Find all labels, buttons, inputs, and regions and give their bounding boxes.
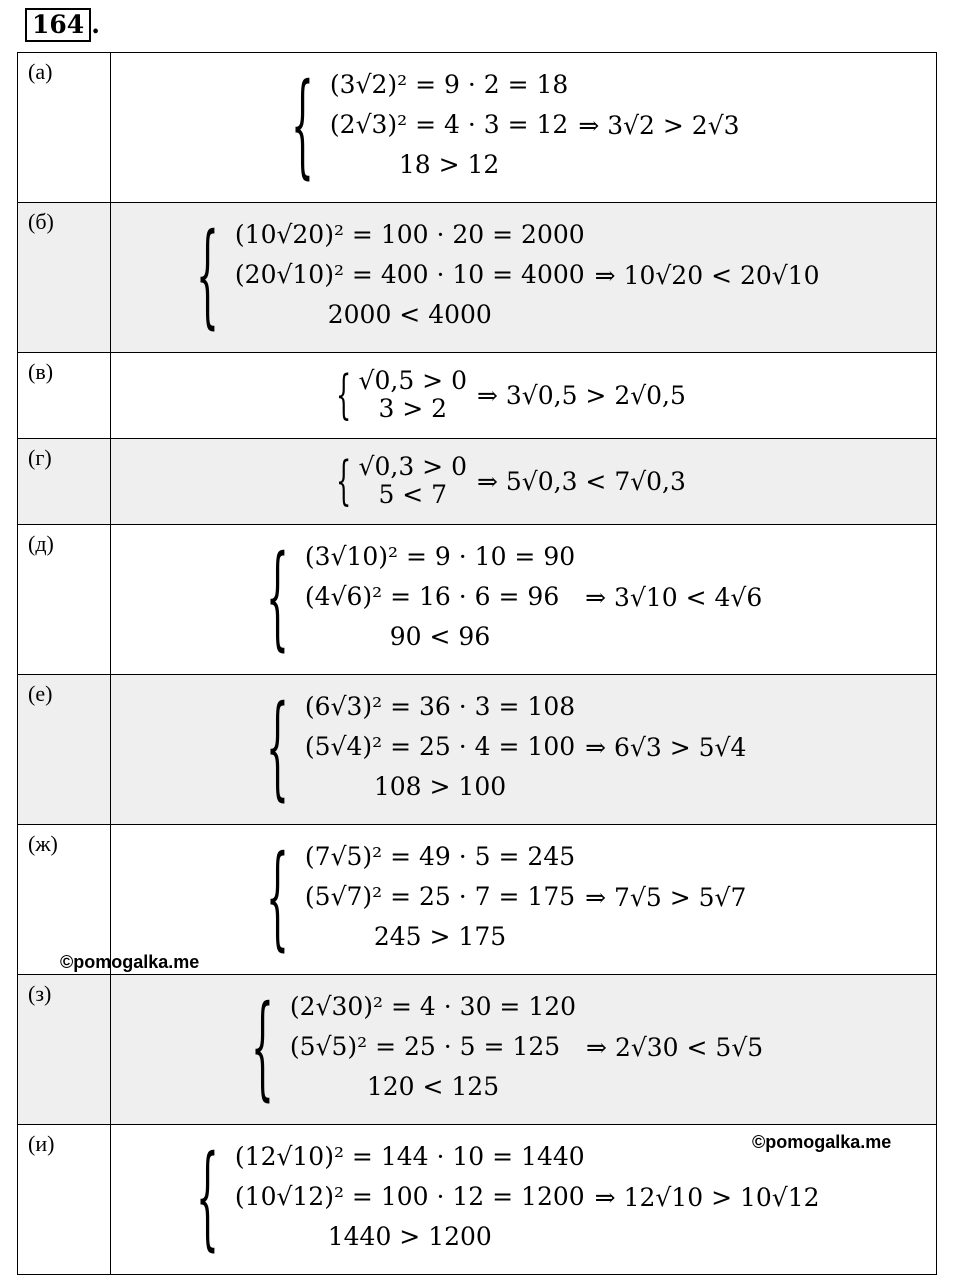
equation-line: (6√3)² = 36 · 3 = 108 <box>304 692 576 721</box>
solution-table <box>17 52 937 1275</box>
equation-line: (12√10)² = 144 · 10 = 1440 <box>234 1142 585 1171</box>
row-label: (д) <box>18 525 111 675</box>
conclusion: ⇒ 2√30 < 5√5 <box>586 1032 764 1062</box>
problem-number-box: 164 <box>25 8 91 42</box>
equation-line: √0,5 > 0 <box>358 366 467 395</box>
row-g <box>18 439 937 525</box>
equation-line: (7√5)² = 49 · 5 = 245 <box>304 842 576 871</box>
row-v <box>18 353 937 439</box>
conclusion: ⇒ 3√2 > 2√3 <box>578 110 740 140</box>
row-label: (ж) <box>18 825 111 975</box>
left-brace-icon: { <box>251 981 274 1112</box>
problem-number <box>25 7 100 43</box>
math-cell <box>111 975 937 1125</box>
math-cell <box>111 353 937 439</box>
conclusion: ⇒ 7√5 > 5√7 <box>585 882 747 912</box>
conclusion: ⇒ 5√0,3 < 7√0,3 <box>476 466 686 496</box>
row-e <box>18 675 937 825</box>
equation-line: (5√4)² = 25 · 4 = 100 <box>304 732 576 761</box>
math-cell <box>111 675 937 825</box>
comparison-line: 2000 < 4000 <box>327 300 492 329</box>
equation-system <box>196 1131 820 1262</box>
conclusion: ⇒ 10√20 < 20√10 <box>594 260 820 290</box>
comparison-line: 5 < 7 <box>378 480 448 509</box>
equation-system <box>336 364 686 426</box>
math-cell <box>111 53 937 203</box>
comparison-line: 1440 > 1200 <box>327 1222 492 1251</box>
comparison-line: 18 > 12 <box>398 150 500 179</box>
comparison-line: 90 < 96 <box>389 622 491 651</box>
equation-system <box>251 981 764 1112</box>
row-label: (в) <box>18 353 111 439</box>
left-brace-icon: { <box>266 531 289 662</box>
equation-system <box>336 450 686 512</box>
equation-line: (3√10)² = 9 · 10 = 90 <box>304 542 576 571</box>
conclusion: ⇒ 12√10 > 10√12 <box>594 1182 820 1212</box>
row-label: (и) <box>18 1125 111 1275</box>
left-brace-icon: { <box>266 831 289 962</box>
equation-line: (10√20)² = 100 · 20 = 2000 <box>234 220 585 249</box>
left-brace-icon: { <box>196 1131 219 1262</box>
left-brace-icon: { <box>291 59 314 190</box>
row-z <box>18 975 937 1125</box>
math-cell <box>111 825 937 975</box>
left-brace-icon: { <box>336 364 352 426</box>
row-a <box>18 53 937 203</box>
equation-line: (20√10)² = 400 · 10 = 4000 <box>234 260 585 289</box>
conclusion: ⇒ 6√3 > 5√4 <box>585 732 747 762</box>
row-b <box>18 203 937 353</box>
equation-line: (5√5)² = 25 · 5 = 125 <box>289 1032 561 1061</box>
equation-line: (5√7)² = 25 · 7 = 175 <box>304 882 576 911</box>
equation-line: (2√30)² = 4 · 30 = 120 <box>289 992 577 1021</box>
left-brace-icon: { <box>196 209 219 340</box>
equation-system <box>196 209 820 340</box>
equation-line: (3√2)² = 9 · 2 = 18 <box>329 70 569 99</box>
row-label: (б) <box>18 203 111 353</box>
comparison-line: 108 > 100 <box>373 772 507 801</box>
row-label: (а) <box>18 53 111 203</box>
comparison-line: 120 < 125 <box>366 1072 500 1101</box>
left-brace-icon: { <box>336 450 352 512</box>
problem-number-dot: . <box>91 10 100 39</box>
equation-line: (2√3)² = 4 · 3 = 12 <box>329 110 569 139</box>
equation-line: (10√12)² = 100 · 12 = 1200 <box>234 1182 585 1211</box>
comparison-line: 3 > 2 <box>378 394 448 423</box>
math-cell <box>111 203 937 353</box>
math-cell <box>111 439 937 525</box>
equation-line: (4√6)² = 16 · 6 = 96 <box>304 582 560 611</box>
left-brace-icon: { <box>266 681 289 812</box>
watermark: ©pomogalka.me <box>752 1132 892 1152</box>
conclusion: ⇒ 3√0,5 > 2√0,5 <box>476 380 686 410</box>
row-d <box>18 525 937 675</box>
equation-system <box>266 681 747 812</box>
comparison-line: 245 > 175 <box>373 922 507 951</box>
equation-line: √0,3 > 0 <box>358 452 467 481</box>
row-label: (з) <box>18 975 111 1125</box>
row-label: (е) <box>18 675 111 825</box>
equation-system <box>266 531 763 662</box>
equation-system <box>266 831 747 962</box>
conclusion: ⇒ 3√10 < 4√6 <box>585 582 763 612</box>
math-cell <box>111 525 937 675</box>
watermark: ©pomogalka.me <box>60 952 200 972</box>
equation-system <box>291 59 740 190</box>
row-label: (г) <box>18 439 111 525</box>
